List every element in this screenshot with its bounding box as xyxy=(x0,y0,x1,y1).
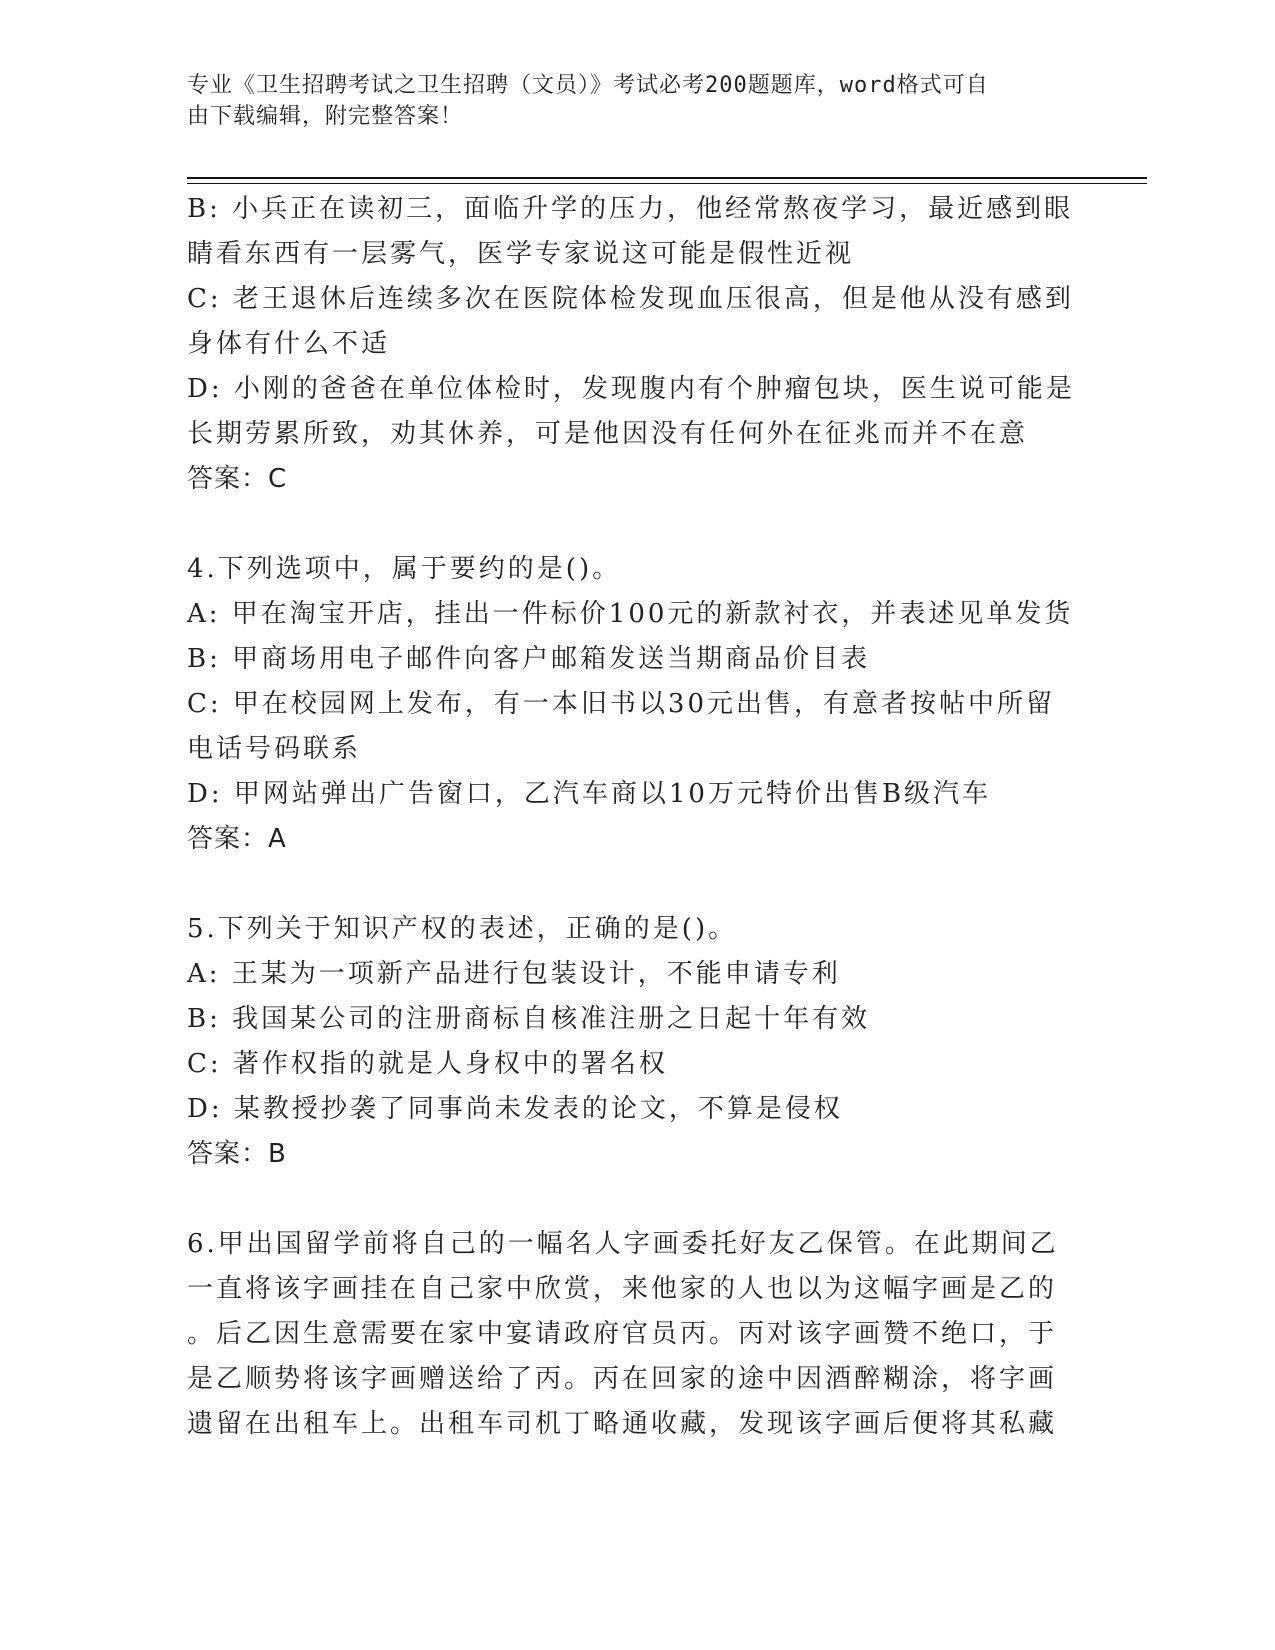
option-d: D: 甲网站弹出广告窗口，乙汽车商以10万元特价出售B级汽车 xyxy=(187,779,992,809)
option-b: B: 甲商场用电子邮件向客户邮箱发送当期商品价目表 xyxy=(187,644,871,674)
spacer xyxy=(187,1177,1077,1222)
question-stem-line-1: 6.甲出国留学前将自己的一幅名人字画委托好友乙保管。在此期间乙 xyxy=(187,1229,1059,1259)
question-stem-line-5: 遗留在出租车上。出租车司机丁略通收藏，发现该字画后便将其私藏 xyxy=(187,1409,1058,1439)
question-5 xyxy=(187,907,1077,1177)
option-a: A: 甲在淘宝开店，挂出一件标价100元的新款衬衣，并表述见单发货 xyxy=(187,599,1074,629)
answer: 答案：B xyxy=(187,1139,287,1169)
header-divider-thick xyxy=(187,177,1147,179)
option-b: B: 我国某公司的注册商标自核准注册之日起十年有效 xyxy=(187,1004,871,1034)
option-c-line-1: C: 老王退休后连续多次在医院体检发现血压很高，但是他从没有感到 xyxy=(187,284,1074,314)
spacer xyxy=(187,862,1077,907)
option-a: A: 王某为一项新产品进行包装设计，不能申请专利 xyxy=(187,959,841,989)
question-stem: 5.下列关于知识产权的表述，正确的是()。 xyxy=(187,914,738,944)
option-d-line-2: 长期劳累所致，劝其休养，可是他因没有任何外在征兆而并不在意 xyxy=(187,419,1029,449)
option-c-line-1: C: 甲在校园网上发布，有一本旧书以30元出售，有意者按帖中所留 xyxy=(187,689,1056,719)
question-6 xyxy=(187,1222,1077,1447)
header-line-1: 专业《卫生招聘考试之卫生招聘（文员）》考试必考200题题库，word格式可自 xyxy=(187,73,989,98)
option-b-line-2: 睛看东西有一层雾气，医学专家说这可能是假性近视 xyxy=(187,239,855,269)
question-4 xyxy=(187,547,1077,862)
spacer xyxy=(187,502,1077,547)
option-c-line-2: 电话号码联系 xyxy=(187,734,362,764)
option-c-line-2: 身体有什么不适 xyxy=(187,329,391,359)
option-d-line-1: D: 小刚的爸爸在单位体检时，发现腹内有个肿瘤包块，医生说可能是 xyxy=(187,374,1075,404)
question-stem-line-4: 是乙顺势将该字画赠送给了丙。丙在回家的途中因酒醉糊涂，将字画 xyxy=(187,1364,1058,1394)
option-b-line-1: B: 小兵正在读初三，面临升学的压力，他经常熬夜学习，最近感到眼 xyxy=(187,194,1074,224)
question-stem-line-3: 。后乙因生意需要在家中宴请政府官员丙。丙对该字画赞不绝口，于 xyxy=(187,1319,1058,1349)
answer: 答案：C xyxy=(187,464,288,494)
question-3 xyxy=(187,187,1077,502)
question-stem: 4.下列选项中，属于要约的是()。 xyxy=(187,554,622,584)
question-stem-line-2: 一直将该字画挂在自己家中欣赏，来他家的人也以为这幅字画是乙的 xyxy=(187,1274,1058,1304)
document-body xyxy=(187,187,1077,1447)
option-d: D: 某教授抄袭了同事尚未发表的论文，不算是侵权 xyxy=(187,1094,843,1124)
answer: 答案：A xyxy=(187,824,287,854)
header-line-2: 由下载编辑，附完整答案！ xyxy=(187,104,464,129)
option-c: C: 著作权指的就是人身权中的署名权 xyxy=(187,1049,668,1079)
document-header xyxy=(187,70,1067,132)
header-divider-thin xyxy=(187,183,1147,184)
